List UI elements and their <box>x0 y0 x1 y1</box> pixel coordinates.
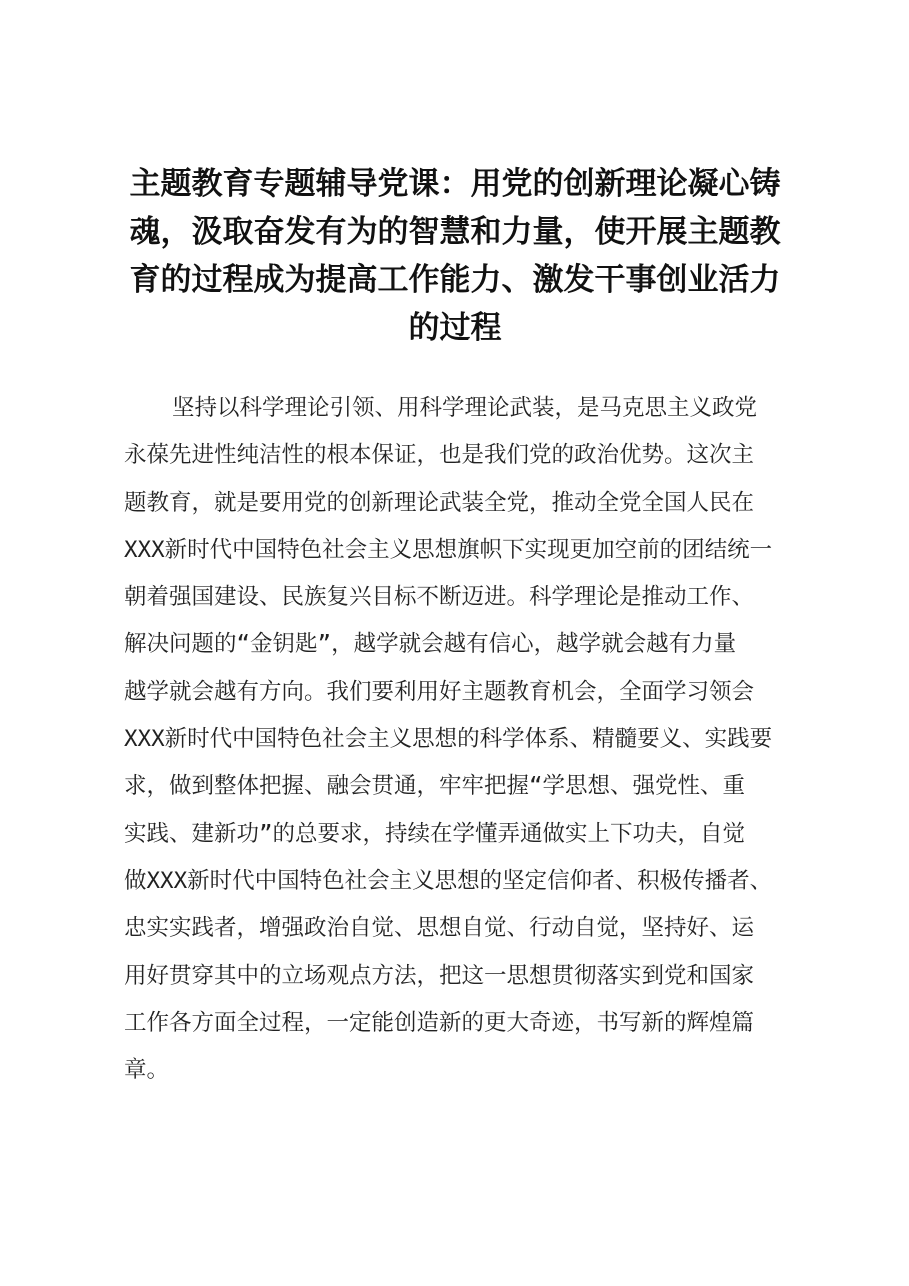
paragraph-line: 朝着强国建设、民族复兴目标不断迈进。科学理论是推动工作、 <box>124 584 755 611</box>
paragraph-line: 题教育，就是要用党的创新理论武装全党，推动全党全国人民在 <box>124 489 755 516</box>
paragraph-line: XXX新时代中国特色社会主义思想的科学体系、精髓要义、实践要 <box>124 726 773 753</box>
paragraph-line: XXX新时代中国特色社会主义思想旗帜下实现更加空前的团结统一 <box>124 536 773 563</box>
paragraph-line: 求，做到整体把握、融会贯通，牢牢把握“学思想、强党性、重 <box>124 773 746 800</box>
paragraph-line: 忠实实践者，增强政治自觉、思想自觉、行动自觉，坚持好、运 <box>124 915 755 942</box>
document-title <box>112 160 798 352</box>
title-line: 的过程 <box>408 310 502 346</box>
title-line: 主题教育专题辅导党课：用党的创新理论凝心铸 <box>129 166 781 202</box>
paragraph-line: 实践、建新功”的总要求，持续在学懂弄通做实上下功夫，自觉 <box>124 820 746 847</box>
paragraph-line: 越学就会越有方向。我们要利用好主题教育机会，全面学习领会 <box>124 678 755 705</box>
paragraph-line: 解决问题的“金钥匙”，越学就会越有信心，越学就会越有力量 <box>124 631 737 658</box>
title-line: 育的过程成为提高工作能力、激发干事创业活力 <box>129 262 781 298</box>
paragraph-line: 章。 <box>124 1057 170 1084</box>
paragraph-line: 坚持以科学理论引领、用科学理论武装，是马克思主义政党 <box>172 395 758 421</box>
paragraph-line: 做XXX新时代中国特色社会主义思想的坚定信仰者、积极传播者、 <box>124 867 773 894</box>
paragraph-line: 永葆先进性纯洁性的根本保证，也是我们党的政治优势。这次主 <box>124 442 755 469</box>
paragraph-line: 工作各方面全过程，一定能创造新的更大奇迹，书写新的辉煌篇 <box>124 1009 755 1036</box>
body-paragraph <box>124 385 814 1094</box>
title-line: 魂，汲取奋发有为的智慧和力量，使开展主题教 <box>129 214 781 250</box>
paragraph-line: 用好贯穿其中的立场观点方法，把这一思想贯彻落实到党和国家 <box>124 962 755 989</box>
